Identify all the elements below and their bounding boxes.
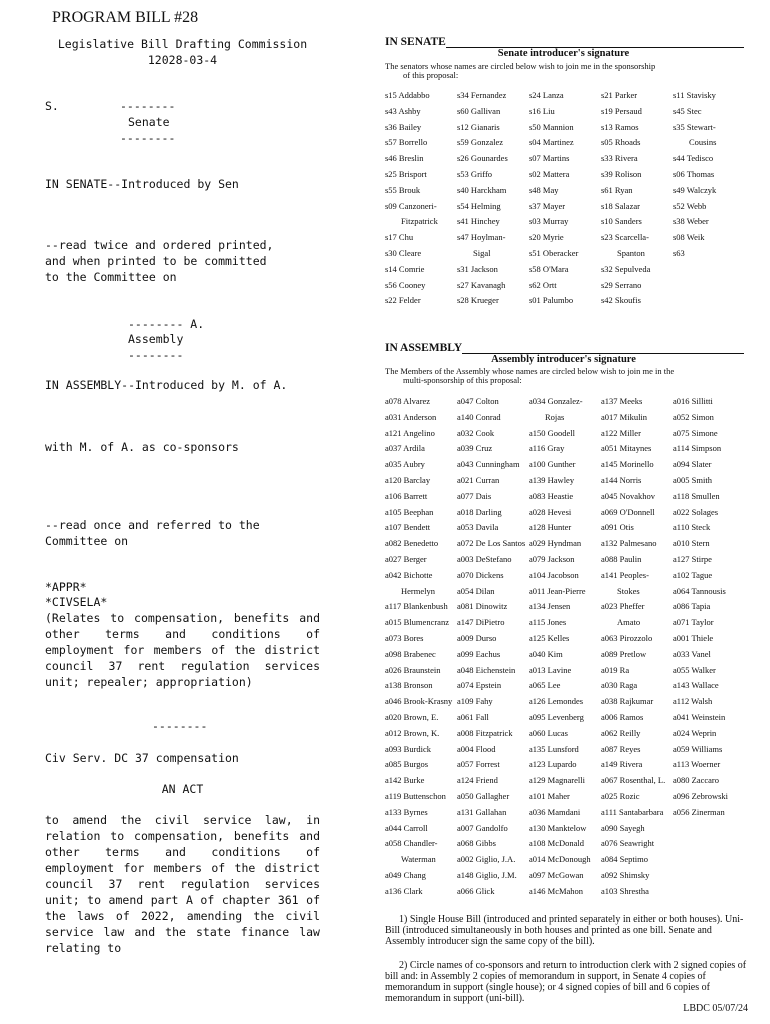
assembly-member-name[interactable]: a100 Gunther bbox=[529, 459, 576, 470]
senator-member-name[interactable]: s16 Liu bbox=[529, 105, 555, 116]
senator-member-name[interactable]: s05 Rhoads bbox=[601, 137, 641, 148]
senator-member-name[interactable]: s20 Myrie bbox=[529, 232, 564, 243]
assembly-member-name[interactable]: a032 Cook bbox=[457, 427, 495, 438]
assembly-member-name[interactable]: a088 Paulin bbox=[601, 553, 642, 564]
assembly-member-name[interactable]: a071 Taylor bbox=[673, 617, 714, 628]
in-senate-intro: IN SENATE--Introduced by Sen bbox=[45, 177, 239, 191]
assembly-member-name[interactable]: a028 Hevesi bbox=[529, 506, 572, 517]
assembly-member-name[interactable]: a034 Gonzalez- bbox=[529, 396, 583, 406]
assembly-member-name[interactable]: a006 Ramos bbox=[601, 711, 644, 722]
assembly-member-name[interactable]: a142 Burke bbox=[385, 775, 425, 786]
senator-member-name[interactable]: s10 Sanders bbox=[601, 216, 642, 227]
assembly-member-name[interactable]: a096 Zebrowski bbox=[673, 790, 729, 801]
assembly-member-name[interactable]: a007 Gandolfo bbox=[457, 822, 508, 833]
commission-name: Legislative Bill Drafting Commission bbox=[57, 37, 308, 51]
senator-member-name[interactable]: s06 Thomas bbox=[673, 168, 715, 179]
program-bill-title: PROGRAM BILL #28 bbox=[52, 9, 199, 26]
assembly-member-name[interactable]: a039 Cruz bbox=[457, 443, 493, 454]
assembly-member-name[interactable]: a085 Burgos bbox=[385, 759, 429, 770]
assembly-member-name[interactable]: a062 Reilly bbox=[601, 727, 641, 738]
assembly-member-name[interactable]: a081 Dinowitz bbox=[457, 601, 508, 612]
senator-member-name[interactable]: s18 Salazar bbox=[601, 200, 640, 211]
assembly-member-name[interactable]: a056 Zinerman bbox=[673, 806, 725, 817]
assembly-member-name[interactable]: a146 McMahon bbox=[529, 885, 584, 896]
assembly-member-name[interactable]: a119 Buttenschon bbox=[385, 790, 446, 801]
assembly-member-name[interactable]: a115 Jones bbox=[529, 617, 567, 628]
assembly-member-name[interactable]: a005 Smith bbox=[673, 474, 712, 485]
senator-member-name[interactable]: s14 Comrie bbox=[385, 263, 425, 274]
senator-member-name[interactable]: s62 Ortt bbox=[529, 279, 557, 290]
assembly-member-name[interactable]: a108 McDonald bbox=[529, 838, 585, 849]
senator-member-name[interactable]: Fitzpatrick bbox=[401, 216, 438, 227]
assembly-signature-line[interactable] bbox=[462, 342, 744, 354]
assembly-member-name[interactable]: a016 Sillitti bbox=[673, 396, 713, 406]
assembly-member-name[interactable]: a112 Walsh bbox=[673, 696, 713, 707]
assembly-member-name[interactable]: a103 Shrestha bbox=[601, 885, 649, 896]
assembly-member-name[interactable] bbox=[673, 884, 745, 900]
assembly-member-name[interactable]: a125 Kelles bbox=[529, 632, 570, 643]
assembly-member-name[interactable]: a041 Weinstein bbox=[673, 711, 726, 722]
assembly-member-name[interactable]: a055 Walker bbox=[673, 664, 716, 675]
assembly-member-name[interactable]: a012 Brown, K. bbox=[385, 727, 440, 738]
assembly-member-name[interactable]: a019 Ra bbox=[601, 664, 630, 675]
bill-code: 12028-03-4 bbox=[147, 53, 218, 67]
senator-member-name[interactable] bbox=[673, 262, 745, 278]
senator-member-name[interactable]: Spanton bbox=[617, 247, 645, 258]
senator-member-name[interactable]: s44 Tedisco bbox=[673, 153, 714, 164]
act-text: to amend the civil service law, in relation to compensation, benefits and other terms and conditions of employment for members of the district council 37 rent regulation services unit; to amend part A of chapter 361 of the laws of 2022, amending the civil service law and the state finance law relating to bbox=[45, 813, 320, 955]
assembly-member-name[interactable]: a033 Vanel bbox=[673, 648, 711, 659]
assembly-member-name[interactable]: a076 Seawright bbox=[601, 838, 655, 849]
senator-member-name[interactable]: s53 Griffo bbox=[457, 168, 493, 179]
assembly-member-name[interactable]: a025 Rozic bbox=[601, 790, 640, 801]
senator-member-name[interactable]: s12 Gianaris bbox=[457, 121, 500, 132]
assembly-member-name[interactable]: a067 Rosenthal, L. bbox=[601, 775, 666, 786]
assembly-member-name[interactable]: a080 Zaccaro bbox=[673, 775, 720, 786]
assembly-member-name[interactable]: a136 Clark bbox=[385, 885, 423, 896]
assembly-member-name[interactable]: a121 Angelino bbox=[385, 427, 435, 438]
senator-member-name[interactable]: s11 Stavisky bbox=[673, 90, 716, 100]
senator-member-name[interactable]: s30 Cleare bbox=[385, 247, 422, 258]
senator-member-name[interactable]: s27 Kavanagh bbox=[457, 279, 506, 290]
assembly-member-name[interactable]: a106 Barrett bbox=[385, 490, 428, 501]
assembly-member-name[interactable]: a046 Brook-Krasny bbox=[385, 696, 453, 707]
assembly-member-name[interactable]: a089 Pretlow bbox=[601, 648, 647, 659]
assembly-member-name[interactable]: a058 Chandler- bbox=[385, 838, 438, 849]
footnote-2: 2) Circle names of co-sponsors and return to introduction clerk with 2 signed copies of bill and: in Assembly 2 copies of memorandum in support, in Senate 4 copies of memorandum in support (single house); or 4 signed copies of bill and 6 copies of memorandum in support (uni-bill). bbox=[385, 960, 747, 1004]
assembly-member-name[interactable]: a110 Steck bbox=[673, 522, 711, 533]
assembly-member-name[interactable]: a084 Septimo bbox=[601, 854, 648, 865]
assembly-member-name[interactable]: a140 Conrad bbox=[457, 411, 501, 422]
assembly-member-name[interactable]: a137 Meeks bbox=[601, 396, 643, 406]
assembly-member-name[interactable]: a037 Ardila bbox=[385, 443, 425, 454]
assembly-member-name[interactable]: a124 Friend bbox=[457, 775, 498, 786]
assembly-member-name[interactable]: Stokes bbox=[617, 585, 640, 596]
assembly-member-name[interactable]: a127 Stirpe bbox=[673, 553, 712, 564]
assembly-member-name[interactable]: a120 Barclay bbox=[385, 474, 431, 485]
senator-member-name[interactable]: s04 Martinez bbox=[529, 137, 574, 148]
senate-dashes-top: -------- bbox=[120, 99, 176, 113]
senator-member-name[interactable]: Sigal bbox=[473, 247, 491, 258]
assembly-member-name[interactable]: a043 Cunningham bbox=[457, 459, 520, 470]
assembly-member-name[interactable]: a061 Fall bbox=[457, 711, 489, 722]
assembly-member-name[interactable]: a132 Palmesano bbox=[601, 538, 657, 549]
assembly-member-name[interactable]: a074 Epstein bbox=[457, 680, 502, 691]
assembly-member-name[interactable]: a098 Brabenec bbox=[385, 648, 436, 659]
assembly-member-name[interactable]: a004 Flood bbox=[457, 743, 496, 754]
senator-member-name[interactable]: s17 Chu bbox=[385, 232, 414, 243]
senator-member-name[interactable]: s50 Mannion bbox=[529, 121, 574, 132]
assembly-member-grid bbox=[385, 394, 745, 900]
assembly-member-name[interactable] bbox=[673, 821, 745, 837]
senate-signature-caption: Senate introducer's signature bbox=[497, 48, 630, 59]
senator-member-name[interactable]: s58 O'Mara bbox=[529, 263, 569, 274]
assembly-member-name[interactable]: a063 Pirozzolo bbox=[601, 632, 653, 643]
senator-member-name[interactable]: s42 Skoufis bbox=[601, 295, 641, 306]
senator-member-name[interactable]: s52 Webb bbox=[673, 200, 707, 211]
assembly-member-name[interactable]: a001 Thiele bbox=[673, 632, 714, 643]
senator-member-name[interactable]: s24 Lanza bbox=[529, 90, 564, 100]
assembly-member-name[interactable]: a128 Hunter bbox=[529, 522, 572, 533]
assembly-member-name[interactable]: a029 Hyndman bbox=[529, 538, 582, 549]
assembly-member-name[interactable]: a107 Bendett bbox=[385, 522, 431, 533]
assembly-member-name[interactable]: a082 Benedetto bbox=[385, 538, 439, 549]
senator-member-name[interactable]: s33 Rivera bbox=[601, 153, 638, 164]
assembly-member-name[interactable]: a149 Rivera bbox=[601, 759, 643, 770]
senator-member-name[interactable]: s61 Ryan bbox=[601, 184, 633, 195]
assembly-member-name[interactable]: a036 Mamdani bbox=[529, 806, 581, 817]
senator-member-name[interactable]: s36 Bailey bbox=[385, 121, 422, 132]
assembly-member-name[interactable]: a051 Mitaynes bbox=[601, 443, 652, 454]
assembly-member-name[interactable]: a090 Sayegh bbox=[601, 822, 645, 833]
senator-member-name[interactable]: s34 Fernandez bbox=[457, 90, 507, 100]
assembly-member-name[interactable]: a075 Simone bbox=[673, 427, 718, 438]
assembly-member-name[interactable]: a048 Eichenstein bbox=[457, 664, 516, 675]
senator-member-name[interactable] bbox=[673, 293, 745, 309]
assembly-member-name[interactable]: a145 Morinello bbox=[601, 459, 654, 470]
assembly-member-name[interactable]: a018 Darling bbox=[457, 506, 502, 517]
assembly-member-name[interactable]: a020 Brown, E. bbox=[385, 711, 439, 722]
short-title: Civ Serv. DC 37 compensation bbox=[45, 751, 239, 765]
senator-member-name[interactable]: s35 Stewart- bbox=[673, 121, 716, 132]
assembly-word: Assembly bbox=[128, 332, 184, 346]
assembly-member-name[interactable]: a078 Alvarez bbox=[385, 396, 431, 406]
assembly-member-name[interactable]: a144 Norris bbox=[601, 474, 642, 485]
assembly-member-name[interactable]: a087 Reyes bbox=[601, 743, 641, 754]
assembly-member-name[interactable]: a042 Bichotte bbox=[385, 569, 433, 580]
assembly-member-name[interactable]: a083 Heastie bbox=[529, 490, 574, 501]
assembly-member-name[interactable]: a150 Goodell bbox=[529, 427, 576, 438]
footnote-1: 1) Single House Bill (introduced and printed separately in either or both houses). Uni-Bill (introduced simultaneously in both houses and printed as one bill. Senate and Assembly introducer sign the same copy of the bill). bbox=[385, 914, 744, 947]
assembly-member-name[interactable]: a022 Solages bbox=[673, 506, 719, 517]
senator-member-name[interactable]: s59 Gonzalez bbox=[457, 137, 504, 148]
assembly-member-name[interactable]: a021 Curran bbox=[457, 474, 500, 485]
assembly-member-name[interactable]: a049 Chang bbox=[385, 869, 426, 880]
separator-dashes: -------- bbox=[152, 719, 208, 733]
assembly-member-name[interactable]: a139 Hawley bbox=[529, 474, 575, 485]
read-once-text: --read once and referred to the Committee on bbox=[45, 518, 260, 548]
senator-member-name[interactable]: s01 Palumbo bbox=[529, 295, 574, 306]
senator-member-name[interactable]: s29 Serrano bbox=[601, 279, 642, 290]
assembly-member-name[interactable]: a014 McDonough bbox=[529, 854, 591, 865]
assembly-member-name[interactable]: a095 Levenberg bbox=[529, 711, 584, 722]
assembly-member-name[interactable]: a091 Otis bbox=[601, 522, 634, 533]
senate-note-line1: The senators whose names are circled below wish to join me in the sponsorship bbox=[385, 61, 656, 71]
senator-member-name[interactable]: s43 Ashby bbox=[385, 105, 421, 116]
assembly-dashes: -------- bbox=[128, 348, 184, 362]
assembly-member-name[interactable]: a052 Simon bbox=[673, 411, 714, 422]
assembly-member-name[interactable]: a147 DiPietro bbox=[457, 617, 505, 628]
senator-member-name[interactable]: s19 Persaud bbox=[601, 105, 642, 116]
assembly-member-name[interactable]: a116 Gray bbox=[529, 443, 565, 454]
assembly-member-name[interactable]: a079 Jackson bbox=[529, 553, 575, 564]
senate-dashes-bottom: -------- bbox=[120, 131, 176, 145]
assembly-member-name[interactable]: a122 Miller bbox=[601, 427, 641, 438]
assembly-member-name[interactable]: a050 Gallagher bbox=[457, 790, 510, 801]
assembly-member-name[interactable]: a111 Santabarbara bbox=[601, 806, 664, 817]
assembly-member-name[interactable]: a065 Lee bbox=[529, 680, 561, 691]
senator-member-name[interactable]: s45 Stec bbox=[673, 105, 702, 116]
assembly-member-name[interactable]: a123 Lupardo bbox=[529, 759, 577, 770]
assembly-member-name[interactable] bbox=[673, 868, 745, 884]
assembly-member-name[interactable]: a072 De Los Santos bbox=[457, 538, 526, 549]
senator-member-name[interactable]: s40 Harckham bbox=[457, 184, 507, 195]
assembly-member-name[interactable]: a064 Tannousis bbox=[673, 585, 726, 596]
senator-member-name[interactable]: s09 Canzoneri- bbox=[385, 200, 437, 211]
assembly-member-name[interactable]: a045 Novakhov bbox=[601, 490, 656, 501]
senator-member-name[interactable]: s03 Murray bbox=[529, 216, 569, 227]
assembly-member-name[interactable]: a134 Jensen bbox=[529, 601, 571, 612]
assembly-member-name[interactable]: a054 Dilan bbox=[457, 585, 495, 596]
assembly-member-name[interactable]: a099 Eachus bbox=[457, 648, 501, 659]
senator-member-name[interactable]: s25 Brisport bbox=[385, 168, 427, 179]
senate-member-grid bbox=[385, 88, 745, 309]
senator-member-name[interactable]: s37 Mayer bbox=[529, 200, 566, 211]
in-senate-header bbox=[385, 36, 744, 48]
assembly-member-name[interactable]: a101 Maher bbox=[529, 790, 570, 801]
assembly-member-name[interactable]: a141 Peoples- bbox=[601, 569, 649, 580]
senator-member-name[interactable]: s54 Helming bbox=[457, 200, 501, 211]
senator-member-name[interactable]: s21 Parker bbox=[601, 90, 638, 100]
senator-member-name[interactable]: s47 Hoylman- bbox=[457, 232, 506, 243]
assembly-member-name[interactable]: a047 Colton bbox=[457, 396, 499, 406]
assembly-member-name[interactable]: a024 Weprin bbox=[673, 727, 717, 738]
assembly-member-name[interactable]: a008 Fitzpatrick bbox=[457, 727, 513, 738]
assembly-member-name[interactable]: a135 Lunsford bbox=[529, 743, 579, 754]
senate-word: Senate bbox=[128, 115, 170, 129]
appr-tag: *APPR* bbox=[45, 580, 87, 594]
assembly-member-name[interactable]: a035 Aubry bbox=[385, 459, 425, 470]
senator-member-name[interactable]: s49 Walczyk bbox=[673, 184, 717, 195]
an-act-heading: AN ACT bbox=[161, 782, 204, 796]
assembly-member-name[interactable]: a118 Smullen bbox=[673, 490, 720, 501]
assembly-member-name[interactable]: a040 Kim bbox=[529, 648, 563, 659]
senator-member-name[interactable]: s51 Oberacker bbox=[529, 247, 579, 258]
senator-member-name[interactable]: s31 Jackson bbox=[457, 263, 498, 274]
senator-member-name[interactable]: s63 bbox=[673, 247, 685, 258]
assembly-member-name[interactable]: a114 Simpson bbox=[673, 443, 722, 454]
assembly-member-name[interactable]: a143 Wallace bbox=[673, 680, 719, 691]
assembly-member-name[interactable]: a113 Woerner bbox=[673, 759, 721, 770]
assembly-number-line: -------- A. bbox=[128, 317, 205, 331]
in-assembly-intro: IN ASSEMBLY--Introduced by M. of A. bbox=[45, 378, 288, 392]
assembly-member-name[interactable]: a069 O'Donnell bbox=[601, 506, 655, 517]
assembly-member-name[interactable]: a104 Jacobson bbox=[529, 569, 579, 580]
senator-member-name[interactable]: s15 Addabbo bbox=[385, 90, 430, 100]
assembly-member-name[interactable] bbox=[673, 852, 745, 868]
senator-member-name[interactable]: s41 Hinchey bbox=[457, 216, 500, 227]
senator-member-name[interactable]: s39 Rolison bbox=[601, 168, 642, 179]
assembly-member-name[interactable]: a023 Pheffer bbox=[601, 601, 645, 612]
assembly-member-name[interactable]: a093 Burdick bbox=[385, 743, 432, 754]
assembly-member-name[interactable]: a038 Rajkumar bbox=[601, 696, 654, 707]
assembly-signature-caption: Assembly introducer's signature bbox=[491, 354, 636, 365]
assembly-member-name[interactable]: a073 Bores bbox=[385, 632, 424, 643]
senate-note-line2: of this proposal: bbox=[403, 70, 459, 80]
assembly-member-name[interactable]: a027 Berger bbox=[385, 553, 427, 564]
senator-member-name[interactable] bbox=[673, 278, 745, 294]
senator-member-name[interactable]: s57 Borrello bbox=[385, 137, 428, 148]
senate-signature-line[interactable] bbox=[446, 36, 744, 48]
senate-bill-number-label: S. bbox=[45, 99, 59, 113]
assembly-member-name[interactable]: a013 Lavine bbox=[529, 664, 572, 675]
senator-member-name[interactable]: s60 Gallivan bbox=[457, 105, 501, 116]
assembly-member-name[interactable]: a002 Giglio, J.A. bbox=[457, 854, 516, 865]
assembly-member-name[interactable]: Hermelyn bbox=[401, 585, 435, 596]
assembly-member-name[interactable]: a015 Blumencranz bbox=[385, 617, 449, 628]
assembly-member-name[interactable]: a148 Giglio, J.M. bbox=[457, 869, 517, 880]
assembly-member-name[interactable]: a060 Lucas bbox=[529, 727, 568, 738]
assembly-member-name[interactable]: a097 McGowan bbox=[529, 869, 584, 880]
assembly-member-name[interactable]: a031 Anderson bbox=[385, 411, 437, 422]
senator-member-name[interactable]: s22 Felder bbox=[385, 295, 421, 306]
assembly-member-name[interactable]: Rojas bbox=[545, 411, 565, 422]
assembly-member-name[interactable]: a138 Bronson bbox=[385, 680, 433, 691]
assembly-member-name[interactable]: a109 Fahy bbox=[457, 696, 493, 707]
assembly-member-name[interactable]: a030 Raga bbox=[601, 680, 638, 691]
lbdc-footer-code: LBDC 05/07/24 bbox=[683, 1003, 748, 1014]
assembly-member-name[interactable] bbox=[673, 836, 745, 852]
senator-member-name[interactable]: s48 May bbox=[529, 184, 559, 195]
assembly-member-name[interactable]: a092 Shimsky bbox=[601, 869, 650, 880]
assembly-member-name[interactable]: a010 Stern bbox=[673, 538, 710, 549]
in-assembly-header bbox=[385, 342, 744, 354]
senator-member-name[interactable]: s56 Cooney bbox=[385, 279, 426, 290]
senator-member-name[interactable]: s07 Martins bbox=[529, 153, 570, 164]
assembly-member-name[interactable]: a077 Dais bbox=[457, 490, 492, 501]
senator-member-name[interactable]: s46 Breslin bbox=[385, 153, 424, 164]
assembly-member-name[interactable]: a009 Durso bbox=[457, 632, 497, 643]
cosponsors-text: with M. of A. as co-sponsors bbox=[45, 440, 239, 454]
senator-member-name[interactable]: s08 Weik bbox=[673, 232, 705, 243]
assembly-member-name[interactable]: a105 Beephan bbox=[385, 506, 434, 517]
senator-member-name[interactable]: s32 Sepulveda bbox=[601, 263, 651, 274]
senator-member-name[interactable]: s02 Mattera bbox=[529, 168, 570, 179]
assembly-member-name[interactable]: a026 Braunstein bbox=[385, 664, 441, 675]
relates-text: (Relates to compensation, benefits and other terms and conditions of employment for members of the district council 37 rent regulation services unit; repealer; appropriation) bbox=[45, 611, 320, 689]
in-senate-label: IN SENATE bbox=[385, 36, 446, 48]
assembly-member-name[interactable]: a059 Williams bbox=[673, 743, 723, 754]
senator-member-name[interactable]: s28 Krueger bbox=[457, 295, 499, 306]
assembly-member-name[interactable]: a129 Magnarelli bbox=[529, 775, 585, 786]
civsela-tag: *CIVSELA* bbox=[45, 595, 108, 609]
assembly-member-name[interactable]: a068 Gibbs bbox=[457, 838, 496, 849]
assembly-member-name[interactable]: Amato bbox=[617, 617, 641, 628]
assembly-note-line1: The Members of the Assembly whose names are circled below wish to join me in the bbox=[385, 366, 675, 376]
read-twice-text: --read twice and ordered printed, and when printed to be committed to the Committee on bbox=[45, 238, 274, 284]
assembly-member-name[interactable]: a130 Manktelow bbox=[529, 822, 587, 833]
assembly-member-name[interactable]: a102 Tague bbox=[673, 569, 713, 580]
senator-member-name[interactable]: s13 Ramos bbox=[601, 121, 639, 132]
senator-member-name[interactable]: s23 Scarcella- bbox=[601, 232, 649, 243]
senator-member-name[interactable]: Cousins bbox=[689, 137, 717, 148]
senator-member-name[interactable]: s38 Weber bbox=[673, 216, 709, 227]
assembly-member-name[interactable]: a126 Lemondes bbox=[529, 696, 584, 707]
assembly-member-name[interactable]: Waterman bbox=[401, 854, 436, 865]
in-assembly-label: IN ASSEMBLY bbox=[385, 342, 463, 354]
assembly-member-name[interactable]: a086 Tapia bbox=[673, 601, 711, 612]
senator-member-name[interactable]: s26 Gounardes bbox=[457, 153, 508, 164]
assembly-member-name[interactable]: a117 Blankenbush bbox=[385, 601, 448, 612]
assembly-member-name[interactable]: a017 Mikulin bbox=[601, 411, 648, 422]
assembly-note-line2: multi-sponsorship of this proposal: bbox=[403, 375, 522, 385]
assembly-member-name[interactable]: a133 Byrnes bbox=[385, 806, 428, 817]
assembly-member-name[interactable]: a094 Slater bbox=[673, 459, 712, 470]
assembly-member-name[interactable]: a003 DeStefano bbox=[457, 553, 512, 564]
assembly-member-name[interactable]: a066 Glick bbox=[457, 885, 495, 896]
assembly-member-name[interactable]: a044 Carroll bbox=[385, 822, 428, 833]
assembly-member-name[interactable]: a053 Davila bbox=[457, 522, 499, 533]
assembly-member-name[interactable]: a057 Forrest bbox=[457, 759, 500, 770]
assembly-member-name[interactable]: a131 Gallahan bbox=[457, 806, 507, 817]
assembly-member-name[interactable]: a070 Dickens bbox=[457, 569, 504, 580]
senator-member-name[interactable]: s55 Brouk bbox=[385, 184, 421, 195]
assembly-member-name[interactable]: a011 Jean-Pierre bbox=[529, 585, 586, 596]
